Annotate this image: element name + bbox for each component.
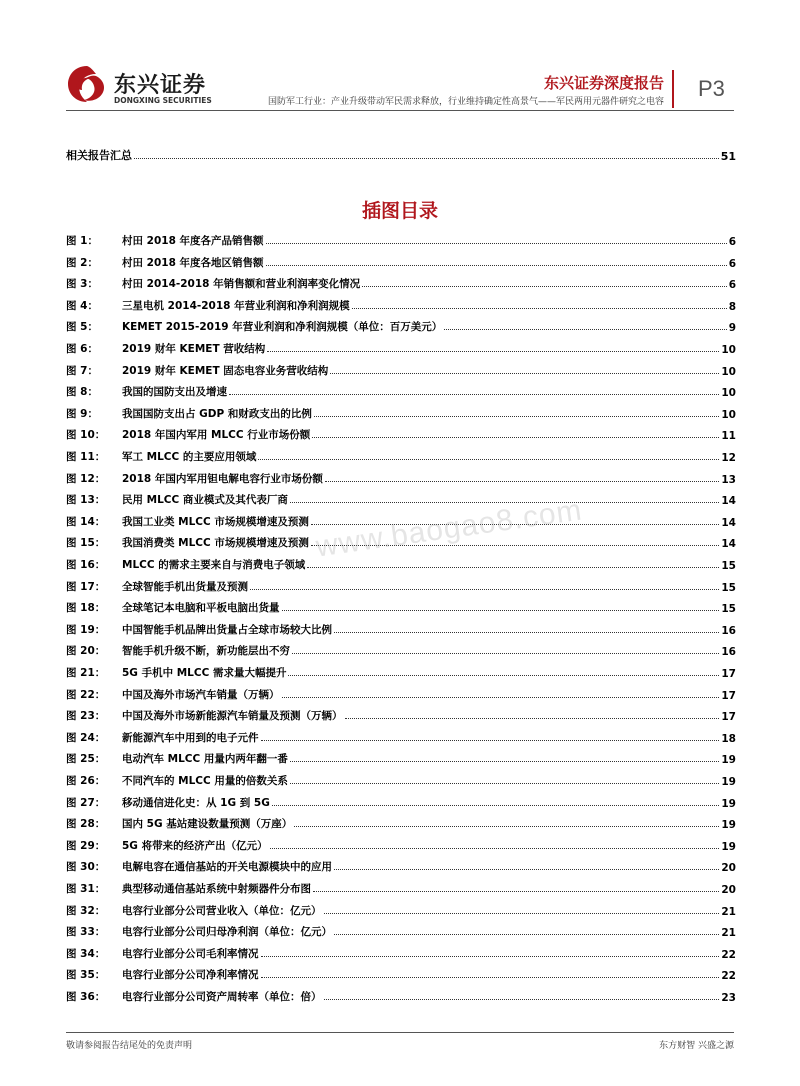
toc-leader — [261, 740, 720, 741]
figure-title: 军工 MLCC 的主要应用领域 — [122, 451, 257, 463]
toc-leader — [334, 632, 719, 633]
toc-leader — [258, 459, 719, 460]
figure-page: 14 — [721, 495, 736, 508]
figure-title: 电容行业部分公司净利率情况 — [122, 969, 259, 982]
figure-index-entry[interactable] — [66, 835, 736, 853]
figure-index-entry[interactable] — [66, 921, 736, 939]
figure-index-heading: 插图目录 — [361, 200, 438, 222]
figure-title: 电动汽车 MLCC 用量内两年翻一番 — [122, 753, 288, 766]
figure-title: 新能源汽车中用到的电子元件 — [122, 731, 259, 744]
figure-index-entry[interactable] — [66, 446, 736, 464]
figure-page: 10 — [721, 408, 736, 421]
toc-leader — [313, 891, 719, 892]
toc-leader — [290, 783, 720, 784]
figure-number: 图 28： — [66, 818, 106, 831]
figure-number: 图 15： — [66, 537, 106, 550]
toc-leader — [290, 761, 720, 762]
figure-number: 图 19： — [66, 623, 106, 636]
company-logo — [66, 64, 266, 110]
figure-number: 图 4： — [66, 299, 98, 312]
figure-number: 图 12： — [66, 472, 106, 485]
toc-leader — [272, 805, 720, 806]
toc-leader — [294, 826, 719, 827]
footer-rule — [66, 1032, 734, 1033]
figure-page: 19 — [721, 840, 736, 853]
figure-title: 村田 2018 年度各地区销售额 — [122, 256, 264, 269]
figure-number: 图 13： — [66, 494, 106, 507]
figure-page: 23 — [721, 992, 736, 1004]
toc-entry[interactable] — [66, 145, 736, 163]
toc-leader — [330, 373, 719, 374]
toc-leader — [444, 329, 726, 330]
figure-title: 2019 财年 KEMET 营收结构 — [122, 343, 266, 355]
figure-page: 9 — [728, 322, 736, 335]
figure-title: 电容行业部分公司毛利率情况 — [122, 947, 259, 960]
figure-index-entry[interactable] — [66, 338, 736, 356]
figure-index-entry[interactable] — [66, 273, 736, 291]
figure-page: 14 — [721, 516, 736, 529]
figure-index-entry[interactable] — [66, 705, 736, 723]
figure-title: 2019 财年 KEMET 固态电容业务营收结构 — [122, 364, 329, 377]
figure-title: 我国的国防支出及增速 — [122, 386, 227, 399]
figure-page: 21 — [721, 927, 736, 940]
figure-page: 16 — [721, 624, 736, 637]
toc-entry-page: 51 — [720, 150, 736, 163]
figure-page: 10 — [721, 387, 736, 400]
figure-title: 全球笔记本电脑和平板电脑出货量 — [122, 602, 280, 615]
figure-number: 图 11： — [66, 451, 106, 463]
toc-leader — [261, 956, 720, 957]
figure-page: 10 — [721, 344, 736, 356]
figure-title: 我国消费类 MLCC 市场规模增速及预测 — [122, 537, 309, 550]
toc-leader — [324, 999, 720, 1000]
figure-number: 图 29： — [66, 839, 106, 852]
figure-number: 图 8： — [66, 386, 98, 399]
logo-chinese-text: 东兴证券 — [114, 73, 207, 98]
figure-number: 图 7： — [66, 364, 98, 377]
toc-leader — [266, 243, 727, 244]
figure-index-entry[interactable] — [66, 316, 736, 334]
figure-index-entry[interactable] — [66, 662, 736, 680]
figure-title: 智能手机升级不断，新功能层出不穷 — [122, 645, 290, 658]
figure-page: 13 — [721, 473, 736, 486]
figure-number: 图 36： — [66, 991, 106, 1003]
dongxing-logo-icon — [66, 64, 108, 104]
footer-disclaimer: 敬请参阅报告结尾处的免责声明 — [66, 1041, 193, 1051]
figure-title: 5G 将带来的经济产出（亿元） — [122, 839, 268, 852]
toc-leader — [282, 610, 720, 611]
figure-number: 图 22： — [66, 688, 106, 701]
figure-page: 22 — [721, 948, 736, 961]
toc-leader — [229, 394, 719, 395]
figure-number: 图 32： — [66, 904, 106, 917]
figure-index-entry[interactable] — [66, 252, 736, 270]
figure-title: 电容行业部分公司归母净利润（单位：亿元） — [122, 926, 332, 939]
figure-title: 民用 MLCC 商业模式及其代表厂商 — [122, 494, 288, 507]
figure-page: 19 — [721, 776, 736, 788]
figure-title: 移动通信进化史：从 1G 到 5G — [122, 796, 270, 809]
figure-number: 图 27： — [66, 796, 106, 809]
report-title: 东兴证券深度报告 — [543, 74, 664, 92]
figure-title: 中国及海外市场新能源汽车销量及预测（万辆） — [122, 710, 343, 723]
toc-leader — [334, 934, 719, 935]
figure-index-entry[interactable] — [66, 878, 736, 896]
toc-leader — [352, 308, 727, 309]
figure-title: 电容行业部分公司营业收入（单位：亿元） — [122, 904, 322, 917]
figure-index-entry[interactable] — [66, 295, 736, 313]
toc-leader — [266, 265, 727, 266]
figure-number: 图 24： — [66, 731, 106, 744]
figure-page: 19 — [721, 797, 736, 810]
page-number: P3 — [698, 76, 725, 101]
figure-index-entry[interactable] — [66, 684, 736, 702]
figure-number: 图 25： — [66, 753, 106, 766]
figure-title: 我国工业类 MLCC 市场规模增速及预测 — [122, 515, 309, 528]
header-divider — [672, 70, 674, 108]
figure-title: 典型移动通信基站系统中射频器件分布图 — [122, 883, 311, 895]
figure-page: 10 — [721, 365, 736, 378]
figure-index-entry[interactable] — [66, 943, 736, 961]
toc-leader — [282, 697, 720, 698]
figure-number: 图 5： — [66, 321, 98, 334]
figure-index-entry[interactable] — [66, 424, 736, 442]
logo-english-text: DONGXING SECURITIES — [114, 96, 212, 105]
figure-index-entry[interactable] — [66, 360, 736, 378]
toc-leader — [250, 589, 719, 590]
figure-index-entry[interactable] — [66, 640, 736, 658]
figure-index-entry[interactable] — [66, 964, 736, 982]
figure-title: 2018 年国内军用 MLCC 行业市场份额 — [122, 429, 311, 442]
header-rule — [66, 110, 734, 111]
toc-leader — [325, 481, 719, 482]
figure-title: KEMET 2015-2019 年营业利润和净利润规模（单位：百万美元） — [122, 321, 443, 334]
figure-title: 不同汽车的 MLCC 用量的倍数关系 — [122, 775, 288, 787]
figure-page: 15 — [721, 581, 736, 594]
figure-number: 图 18： — [66, 602, 106, 615]
figure-index-entry[interactable] — [66, 748, 736, 766]
figure-number: 图 6： — [66, 343, 98, 355]
figure-index-entry[interactable] — [66, 770, 736, 788]
figure-page: 11 — [721, 430, 736, 443]
figure-page: 6 — [728, 279, 736, 292]
figure-index-entry[interactable] — [66, 468, 736, 486]
figure-index-entry[interactable] — [66, 986, 736, 1004]
figure-title: MLCC 的需求主要来自与消费电子领域 — [122, 559, 306, 571]
figure-page: 15 — [721, 603, 736, 616]
figure-index-entry[interactable] — [66, 597, 736, 615]
toc-leader — [307, 567, 719, 568]
figure-page: 8 — [728, 300, 736, 313]
figure-number: 图 9： — [66, 407, 98, 420]
figure-number: 图 21： — [66, 667, 106, 679]
toc-leader — [334, 869, 719, 870]
figure-page: 20 — [721, 862, 736, 875]
figure-index-entry[interactable] — [66, 619, 736, 637]
figure-title: 5G 手机中 MLCC 需求量大幅提升 — [122, 667, 287, 679]
toc-leader — [362, 286, 727, 287]
toc-leader — [270, 848, 720, 849]
figure-title: 2018 年国内军用钽电解电容行业市场份额 — [122, 472, 323, 485]
figure-page: 19 — [721, 754, 736, 767]
figure-index-entry[interactable] — [66, 381, 736, 399]
figure-number: 图 10： — [66, 429, 106, 442]
figure-index-entry[interactable] — [66, 576, 736, 594]
figure-index-entry[interactable] — [66, 403, 736, 421]
toc-leader — [261, 977, 720, 978]
figure-page: 21 — [721, 905, 736, 918]
figure-page: 18 — [721, 732, 736, 745]
figure-title: 电容行业部分公司资产周转率（单位：倍） — [122, 991, 322, 1003]
figure-number: 图 14： — [66, 515, 106, 528]
figure-number: 图 16： — [66, 559, 106, 571]
figure-page: 12 — [721, 452, 736, 464]
figure-number: 图 1： — [66, 235, 98, 247]
toc-leader — [312, 437, 719, 438]
figure-page: 17 — [721, 668, 736, 680]
watermark: www.baogao8.com — [313, 493, 585, 564]
figure-number: 图 17： — [66, 580, 106, 593]
figure-title: 中国及海外市场汽车销量（万辆） — [122, 688, 280, 701]
figure-title: 村田 2014-2018 年销售额和营业利润率变化情况 — [122, 278, 361, 291]
report-subtitle: 国防军工行业：产业升级带动军民需求释放，行业维持确定性高景气——军民两用元器件研究之电容 — [267, 97, 664, 107]
figure-index-entry[interactable] — [66, 813, 736, 831]
figure-number: 图 26： — [66, 775, 106, 787]
figure-number: 图 3： — [66, 278, 98, 291]
toc-leader — [345, 718, 720, 719]
footer-slogan: 东方财智 兴盛之源 — [659, 1041, 734, 1051]
figure-page: 6 — [728, 257, 736, 270]
toc-leader — [267, 351, 719, 352]
figure-index-entry[interactable] — [66, 489, 736, 507]
figure-number: 图 2： — [66, 256, 98, 269]
figure-page: 19 — [721, 819, 736, 832]
figure-title: 三星电机 2014-2018 年营业利润和净利润规模 — [122, 299, 350, 312]
figure-index-entry[interactable] — [66, 792, 736, 810]
figure-index-entry[interactable] — [66, 230, 736, 248]
toc-leader — [324, 913, 720, 914]
figure-number: 图 33： — [66, 926, 106, 939]
figure-index-entry[interactable] — [66, 554, 736, 572]
figure-page: 20 — [721, 884, 736, 896]
figure-number: 图 35： — [66, 969, 106, 982]
toc-entry-label: 相关报告汇总 — [66, 149, 132, 162]
figure-title: 全球智能手机出货量及预测 — [122, 580, 248, 593]
figure-number: 图 30： — [66, 861, 106, 874]
figure-title: 我国国防支出占 GDP 和财政支出的比例 — [122, 407, 312, 420]
toc-leader — [288, 675, 719, 676]
figure-number: 图 34： — [66, 947, 106, 960]
figure-title: 国内 5G 基站建设数量预测（万座） — [122, 818, 293, 831]
figure-page: 15 — [721, 560, 736, 572]
figure-page: 6 — [728, 236, 736, 248]
figure-page: 17 — [721, 689, 736, 702]
figure-page: 22 — [721, 970, 736, 983]
figure-index-entry[interactable] — [66, 856, 736, 874]
toc-leader — [292, 653, 719, 654]
figure-index-entry[interactable] — [66, 900, 736, 918]
figure-number: 图 31： — [66, 883, 106, 895]
figure-number: 图 20： — [66, 645, 106, 658]
toc-leader — [134, 158, 719, 159]
toc-leader — [314, 416, 720, 417]
figure-page: 17 — [721, 711, 736, 724]
figure-page: 16 — [721, 646, 736, 659]
figure-index-entry[interactable] — [66, 727, 736, 745]
figure-page: 14 — [721, 538, 736, 551]
figure-number: 图 23： — [66, 710, 106, 723]
figure-title: 中国智能手机品牌出货量占全球市场较大比例 — [122, 623, 332, 636]
figure-title: 村田 2018 年度各产品销售额 — [122, 235, 264, 247]
figure-title: 电解电容在通信基站的开关电源模块中的应用 — [122, 861, 332, 874]
